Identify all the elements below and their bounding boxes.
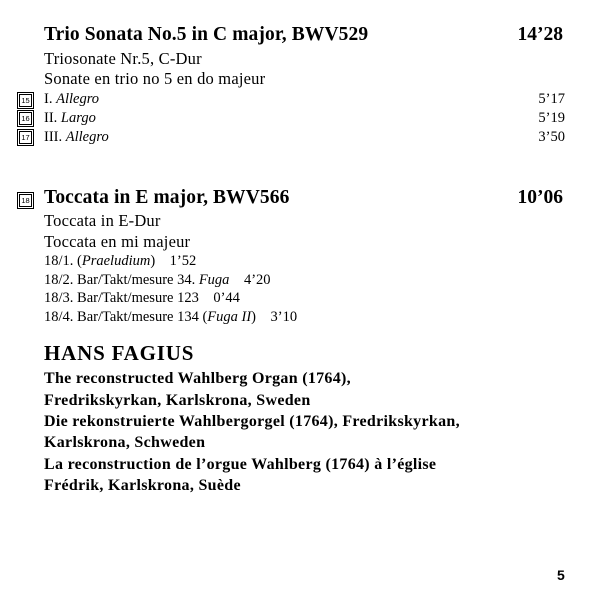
section-row (44, 290, 240, 307)
credit-line: Fredrikskyrkan, Karlskrona, Sweden (44, 392, 311, 409)
work-subtitle-german: Triosonate Nr.5, C-Dur (44, 49, 202, 68)
track-number-box: 17 (19, 131, 32, 144)
movement-time: 3’50 (538, 129, 565, 145)
section-suffix: ) (251, 309, 257, 325)
work-duration: 10’06 (517, 187, 563, 208)
work-subtitle-french: Toccata en mi majeur (44, 232, 191, 251)
movement-label (44, 129, 109, 146)
work-title: Toccata in E major, BWV566 (44, 187, 290, 208)
section-suffix: ) (150, 253, 156, 269)
movement-numeral: II. (44, 110, 58, 126)
work-duration: 14’28 (517, 24, 563, 45)
movement-numeral: I. (44, 91, 53, 107)
movement-name: Largo (60, 110, 96, 126)
section-time: 3’10 (270, 309, 298, 325)
work-subtitle-german: Toccata in E-Dur (44, 211, 161, 230)
movement-time: 5’19 (538, 110, 565, 126)
credit-line: Karlskrona, Schweden (44, 434, 206, 451)
section-time: 0’44 (213, 290, 240, 306)
section-italic: Fuga II (207, 309, 252, 325)
track-number-box: 18 (19, 194, 32, 207)
work-title: Trio Sonata No.5 in C major, BWV529 (44, 24, 369, 45)
section-label: 18/1. ( (44, 253, 82, 269)
credit-line: Frédrik, Karlskrona, Suède (44, 477, 241, 494)
section-time: 1’52 (169, 253, 197, 269)
movement-label (44, 91, 99, 108)
section-label: 18/3. Bar/Takt/mesure 123 (44, 290, 199, 306)
credit-line: Die rekonstruierte Wahlbergorgel (1764), Fredrikskyrkan, (44, 413, 460, 430)
section-italic: Praeludium (81, 253, 151, 269)
movement-label (44, 110, 96, 127)
section-label: 18/4. Bar/Takt/mesure 134 ( (44, 309, 208, 325)
section-row (44, 253, 196, 270)
section-italic: Fuga (198, 272, 230, 288)
movement-name: Allegro (56, 91, 100, 107)
credit-line: The reconstructed Wahlberg Organ (1764), (44, 370, 351, 387)
work-subtitle-french: Sonate en trio no 5 en do majeur (44, 69, 266, 88)
section-row (44, 309, 297, 326)
section-label: 18/2. Bar/Takt/mesure 34. (44, 272, 199, 288)
track-number-box: 15 (19, 94, 32, 107)
section-time: 4’20 (243, 272, 271, 288)
credit-line: La reconstruction de l’orgue Wahlberg (1764) à l’église (44, 456, 437, 473)
movement-time: 5’17 (538, 91, 565, 107)
section-row (44, 272, 271, 289)
movement-numeral: III. (44, 129, 63, 145)
artist-name: HANS FAGIUS (44, 341, 195, 365)
movement-name: Allegro (65, 129, 109, 145)
track-number-box: 16 (19, 112, 32, 125)
page-number: 5 (557, 567, 565, 583)
